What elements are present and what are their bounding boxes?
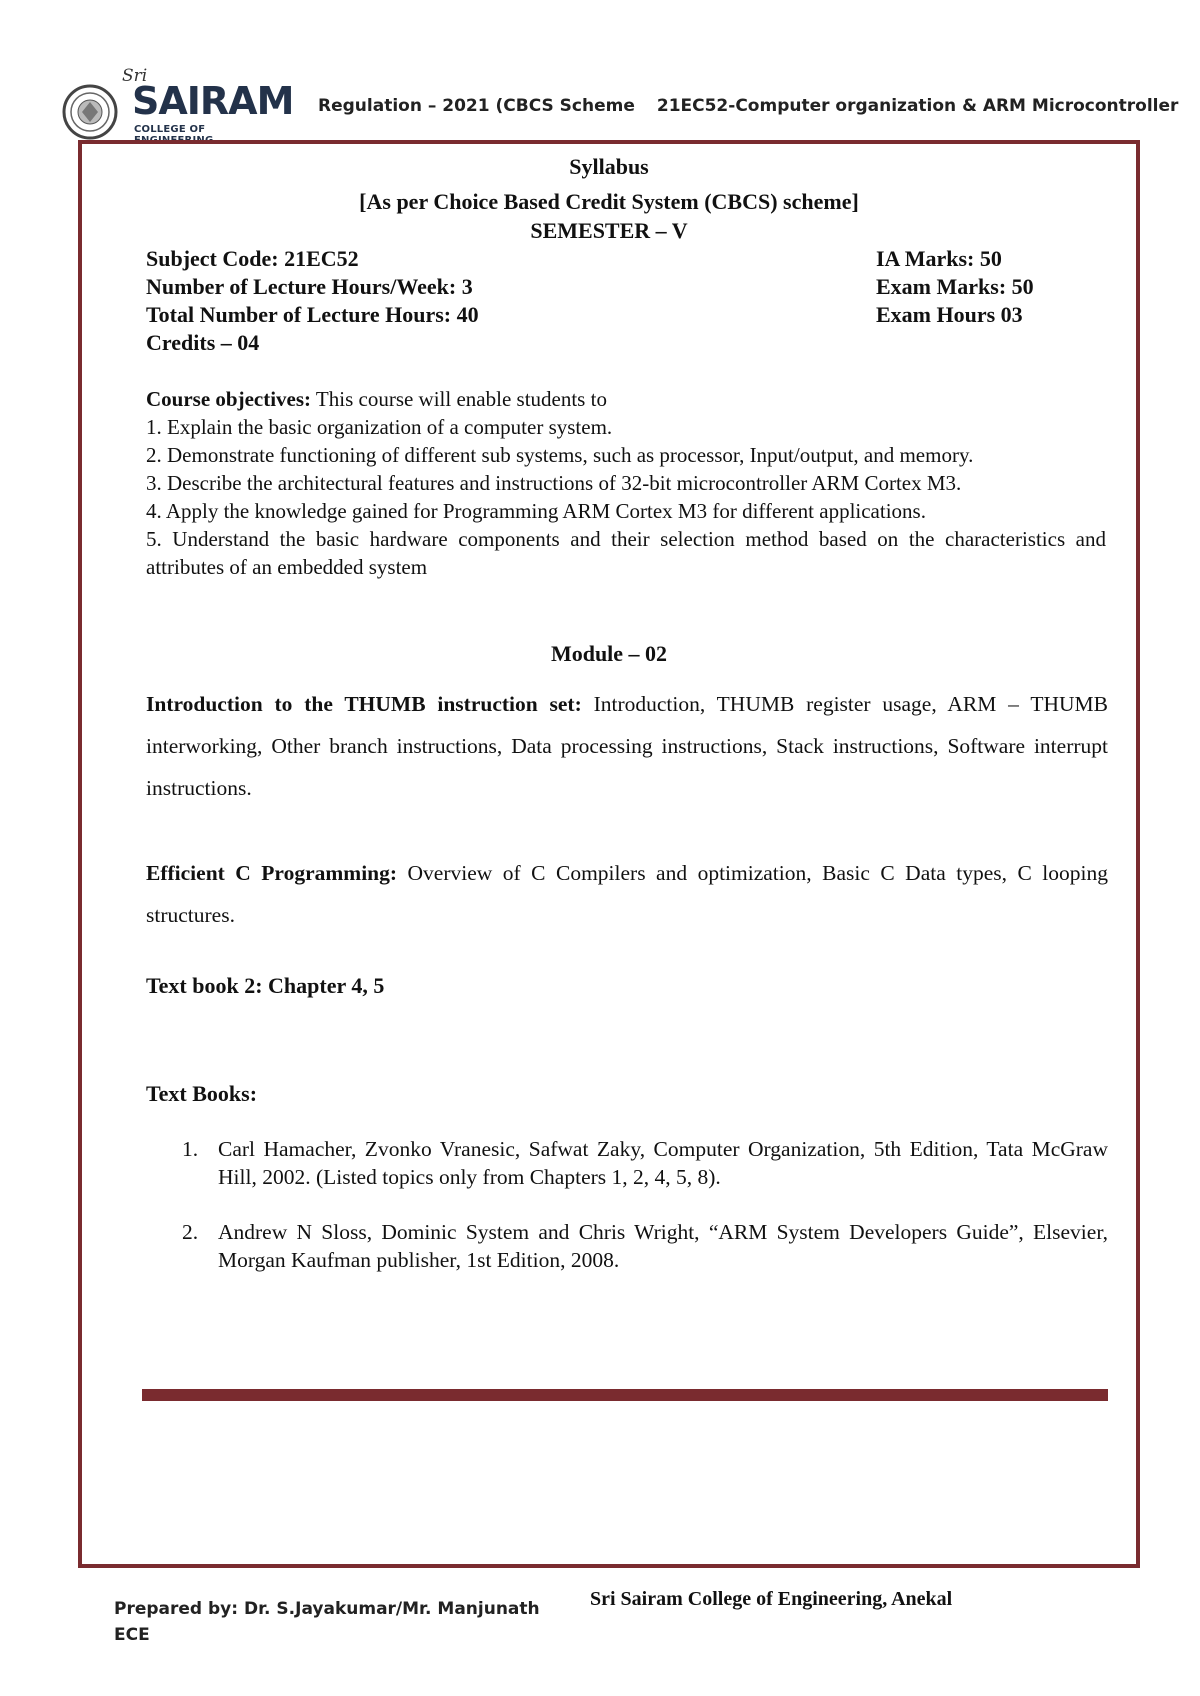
list-item — [146, 1218, 1108, 1274]
credits: Credits – 04 — [146, 330, 260, 355]
footer-divider — [142, 1389, 1108, 1401]
exam-hours: Exam Hours 03 — [876, 302, 1023, 327]
objectives-heading — [146, 385, 1106, 413]
list-item-text: Carl Hamacher, Zvonko Vranesic, Safwat Zaky, Computer Organization, 5th Edition, Tata McGraw Hill, 2002. (Listed topics only from Chapters 1, 2, 4, 5, 8). — [218, 1137, 1108, 1189]
textbook-reference: Text book 2: Chapter 4, 5 — [146, 973, 385, 998]
header-regulation: Regulation – 2021 (CBCS Scheme — [318, 96, 635, 116]
exam-marks: Exam Marks: 50 — [876, 274, 1034, 299]
list-item-number: 1. — [182, 1137, 199, 1161]
c-programming-text: Overview of C Compilers and optimization, Basic C Data types, C looping structures. — [146, 861, 1109, 927]
college-logo — [58, 64, 294, 146]
c-programming-heading: Efficient C Programming: — [146, 861, 398, 885]
course-info-left — [146, 245, 479, 357]
module-title: Module – 02 — [550, 641, 668, 666]
objective-item: 2. Demonstrate functioning of different sub systems, such as processor, Input/output, and memory. — [146, 443, 974, 467]
text-books-list — [146, 1135, 1108, 1301]
scheme-line: [As per Choice Based Credit System (CBCS) scheme] — [359, 189, 859, 214]
list-item-number: 2. — [182, 1220, 199, 1244]
semester-line: SEMESTER – V — [530, 218, 688, 243]
course-info-right — [876, 245, 1034, 329]
logo-sri-text: Sri — [122, 66, 148, 86]
logo-name: SAIRAM — [132, 79, 294, 123]
college-name-footer: Sri Sairam College of Engineering, Anekal — [590, 1588, 953, 1610]
prepared-by: Prepared by: Dr. S.Jayakumar/Mr. Manjunath — [114, 1599, 540, 1619]
logo-subtitle: COLLEGE OF ENGINEERING — [134, 124, 214, 146]
objectives-intro: This course will enable students to — [311, 387, 607, 411]
page-header — [318, 96, 1178, 116]
objective-item: 4. Apply the knowledge gained for Programming ARM Cortex M3 for different applications. — [146, 499, 926, 523]
syllabus-title: Syllabus — [569, 154, 649, 179]
objective-item: 3. Describe the architectural features and instructions of 32-bit microcontroller ARM Cortex M3. — [146, 471, 962, 495]
total-lecture-hours: Total Number of Lecture Hours: 40 — [146, 302, 479, 327]
text-books-title: Text Books: — [146, 1081, 258, 1106]
ia-marks: IA Marks: 50 — [876, 246, 1002, 271]
thumb-section — [146, 683, 1108, 809]
list-item-text: Andrew N Sloss, Dominic System and Chris Wright, “ARM System Developers Guide”, Elsevier, Morgan Kaufman publisher, 1st Edition, 2008. — [218, 1220, 1108, 1272]
subject-code: Subject Code: 21EC52 — [146, 246, 359, 271]
objective-item: 5. Understand the basic hardware components and their selection method based on the characteristics and attributes of an embedded system — [146, 527, 1106, 579]
objective-item: 1. Explain the basic organization of a computer system. — [146, 415, 613, 439]
lecture-hours-week: Number of Lecture Hours/Week: 3 — [146, 274, 473, 299]
header-course: 21EC52-Computer organization & ARM Microcontroller — [656, 96, 1179, 116]
list-item — [146, 1135, 1108, 1191]
thumb-heading: Introduction to the THUMB instruction set: — [146, 692, 582, 716]
thumb-text: Introduction, THUMB register usage, ARM – THUMB interworking, Other branch instructions, Data processing instructions, Stack instructions, Software interrupt instructions. — [146, 692, 1108, 800]
department: ECE — [114, 1625, 150, 1645]
course-objectives — [146, 385, 1106, 581]
prepared-by-block — [114, 1596, 540, 1648]
college-seal-icon — [62, 84, 118, 140]
objectives-label: Course objectives: — [146, 387, 312, 411]
c-programming-section — [146, 852, 1108, 936]
